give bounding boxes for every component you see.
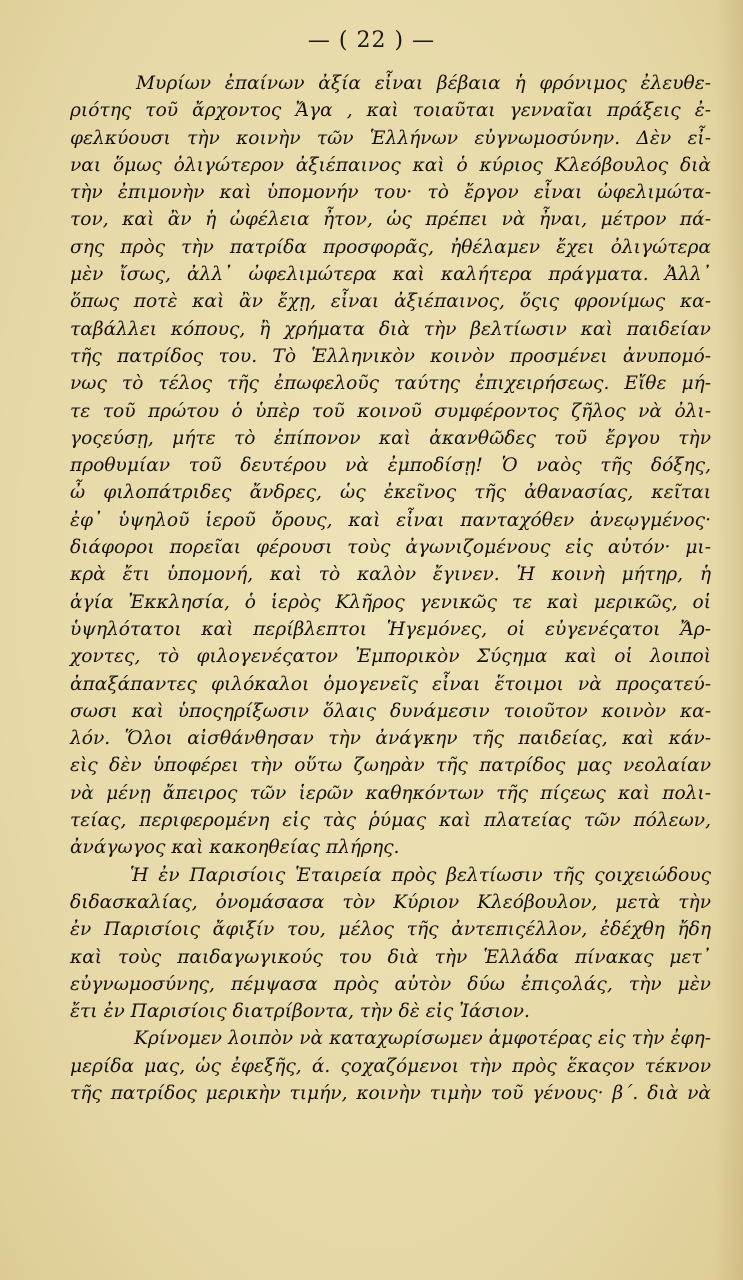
text-line: ἔτι ἐν Παρισίοις διατρίβοντα, τὴν δὲ εἰς Ἰάσιον.	[70, 1001, 530, 1023]
text-line: Ἡ ἐν Παρισίοις Ἑταιρεία πρὸς βελτίωσιν τῆς ςοιχειώδους	[130, 864, 711, 886]
text-line: καὶ τοὺς παιδαγωγικούς του διὰ τὴν Ἑλλάδα πίνακας μετ᾽	[70, 946, 711, 968]
text-line: ὦ φιλοπάτριδες ἄνδρες, ὡς ἐκεῖνος τῆς ἀθανασίας, κεῖται	[70, 482, 711, 504]
text-line: εὶς δὲν ὑποφέρει τὴν οὕτω ζωηρὰν τῆς πατρίδος μας νεολαίαν	[70, 755, 711, 777]
text-line: ναι ὅμως ὀλιγώτερον ἀξιέπαινος καὶ ὁ κύριος Κλεόβουλος διὰ	[70, 154, 711, 176]
text-line: μερίδα μας, ὡς ἐφεξῆς, ά. ςοχαζόμενοι τὴν πρὸς ἕκαςον τέκνον	[70, 1055, 711, 1077]
text-line: γοςεύσῃ, μήτε τὸ ἐπίπονον καὶ ἀκανθῶδες τοῦ ἔργου τὴν	[70, 427, 711, 449]
text-line: ὅπως ποτὲ καὶ ἂν ἔχῃ, εἶναι ἀξιέπαινος, ὅςις φρονίμως κα-	[70, 291, 711, 313]
text-line: ὑψηλότατοι καὶ περίβλεπτοι Ἡγεμόνες, οἱ εὐγενέςατοι Ἄρ-	[70, 618, 711, 640]
page-edge-shadow	[715, 0, 743, 1280]
text-line: λόν. Ὅλοι αἰσθάνθησαν τὴν ἀνάγκην τῆς παιδείας, καὶ κάν-	[70, 728, 711, 750]
text-line: μὲν ἴσως, ἀλλ᾽ ὠφελιμώτερα καὶ καλήτερα πράγματα. Ἀλλ᾽	[70, 264, 711, 286]
text-line: ριότης τοῦ ἄρχοντος Ἄγα , καὶ τοιαῦται γενναῖαι πράξεις ἐ-	[70, 100, 711, 122]
body-text	[70, 70, 711, 1107]
text-line: τείας, περιφερομένη εἰς τὰς ῥύμας καὶ πλατείας τῶν πόλεων,	[70, 810, 711, 832]
text-line: Κρίνομεν λοιπὸν νὰ καταχωρίσωμεν ἀμφοτέρας εἰς τὴν ἐφη-	[134, 1028, 711, 1050]
text-line: νὰ μένῃ ἄπειρος τῶν ἱερῶν καθηκόντων τῆς πίςεως καὶ πολι-	[70, 782, 711, 804]
text-line: ταβάλλει κόπους, ἢ χρήματα διὰ τὴν βελτίωσιν καὶ παιδείαν	[70, 318, 711, 340]
text-line: ἀνάγωγος καὶ κακοηθείας πλήρης.	[70, 837, 400, 859]
text-line: ἁγία Ἐκκλησία, ὁ ἱερὸς Κλῆρος γενικῶς τε καὶ μερικῶς, οἱ	[70, 591, 711, 613]
text-line: φελκύουσι τὴν κοινὴν τῶν Ἑλλήνων εὐγνωμοσύνην. Δὲν εἶ-	[70, 127, 711, 149]
text-line: τὴν ἐπιμονὴν καὶ ὑπομονήν του· τὸ ἔργον εἶναι ὠφελιμώτα-	[70, 182, 711, 204]
text-line: σης πρὸς τὴν πατρίδα προσφορᾶς, ἠθέλαμεν ἔχει ὀλιγώτερα	[70, 236, 711, 258]
text-line: ἀπαξάπαντες φιλόκαλοι ὁμογενεῖς εἶναι ἕτοιμοι νὰ προςατεύ-	[70, 673, 711, 695]
text-line: τῆς πατρίδος του. Τὸ Ἑλληνικὸν κοινὸν προσμένει ἀνυπομό-	[70, 345, 711, 367]
text-line: ἐν Παρισίοις ἄφιξίν του, μέλος τῆς ἀντεπιςέλλον, ἐδέχθη ἤδη	[70, 919, 711, 941]
text-line: Μυρίων ἐπαίνων ἀξία εἶναι βέβαια ἡ φρόνιμος ἐλευθε-	[136, 73, 711, 94]
text-line: νως τὸ τέλος τῆς ἐπωφελοῦς ταύτης ἐπιχειρήσεως. Εἴθε μή-	[70, 373, 711, 395]
text-line: προθυμίαν τοῦ δευτέρου νὰ ἐμποδίσῃ! Ὁ ναὸς τῆς δόξης,	[70, 455, 711, 477]
text-line: ἐφ᾽ ὑψηλοῦ ἱεροῦ ὄρους, καὶ εἶναι πανταχόθεν ἀνεῳγμένος·	[70, 509, 711, 531]
text-line: διδασκαλίας, ὀνομάσασα τὸν Κύριον Κλεόβουλον, μετὰ τὴν	[70, 891, 711, 913]
text-line: χοντες, τὸ φιλογενέςατον Ἐμπορικὸν Σύςημα καὶ οἱ λοιποὶ	[70, 646, 711, 668]
text-line: διάφοροι πορεῖαι φέρουσι τοὺς ἀγωνιζομένους εἰς αὐτόν· μι-	[70, 537, 711, 559]
text-line: κρὰ ἔτι ὑπομονή, καὶ τὸ καλὸν ἔγινεν. Ἡ κοινὴ μήτηρ, ἡ	[70, 564, 711, 586]
text-line: εὐγνωμοσύνης, πέμψασα πρὸς αὐτὸν δύω ἐπιςολάς, τὴν μὲν	[70, 973, 711, 995]
text-line: τον, καὶ ἂν ἡ ὠφέλεια ἦτον, ὡς πρέπει νὰ ἦναι, μέτρον πά-	[70, 209, 711, 231]
text-line: σωσι καὶ ὑποςηρίξωσιν ὅλαις δυνάμεσιν τοιοῦτον κοινὸν κα-	[70, 700, 711, 722]
page-number: — ( 22 ) —	[307, 28, 436, 53]
text-line: τῆς πατρίδος μερικὴν τιμήν, κοινὴν τιμὴν τοῦ γένους· β΄. διὰ νὰ	[70, 1082, 711, 1104]
text-line: τε τοῦ πρώτου ὁ ὑπὲρ τοῦ κοινοῦ συμφέροντος ζῆλος νὰ ὀλι-	[70, 400, 711, 422]
